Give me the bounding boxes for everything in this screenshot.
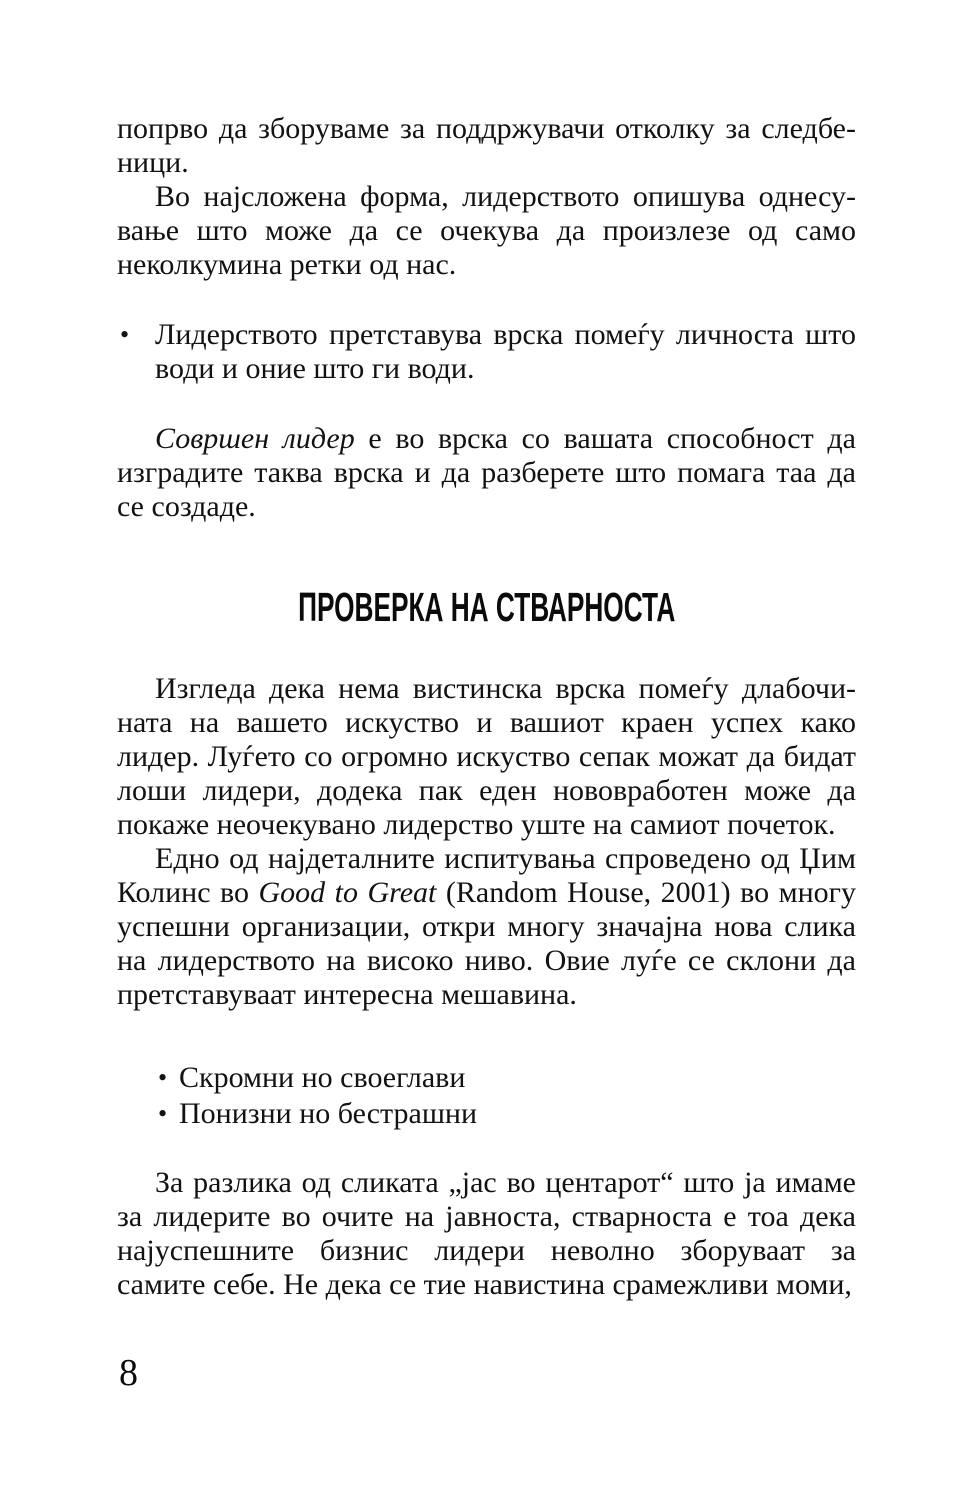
paragraph: За разлика од сликата „јас во центарот“ што ја имаме за лидерите во очите на јавноста, стварноста е тоа дека најуспешните бизнис лидери неволно зборуваат за самите себе. Не дека се тие навистина срамежливи моми, xyxy=(117,1166,856,1301)
italic-book-title: Good to Great xyxy=(258,876,437,909)
italic-phrase: Совршен лидер xyxy=(155,422,355,455)
paragraph xyxy=(117,422,856,524)
bullet-text: Понизни но бестрашни xyxy=(179,1097,478,1130)
paragraph xyxy=(117,842,856,1012)
paragraph-text: Едно од најдеталните испитувања спроведено од Џим Колинс во xyxy=(117,842,856,909)
bullet-text: Лидерството претставува врска помеѓу личноста што води и оние што ги води. xyxy=(155,318,856,385)
paragraph-continuation: попрво да зборуваме за поддржувачи отколку за следбе-ници. xyxy=(117,112,856,179)
bullet-item xyxy=(117,318,856,386)
paragraph-text: (Random House, 2001) во многу успешни организации, откри многу значајна нова слика на лидерството на високо ниво. Овие луѓе се склони да претставуваат интересна мешавина. xyxy=(117,876,856,1011)
paragraph: Во најсложена форма, лидерството опишува однесу-вање што може да се очекува да произлезе од само неколкумина ретки од нас. xyxy=(117,180,856,281)
bullet-item xyxy=(117,1060,856,1096)
page-content xyxy=(117,112,856,1302)
paragraph-text: е во врска со вашата способност да изградите таква врска и да разберете што помага таа да се создаде. xyxy=(117,422,856,523)
page-number: 8 xyxy=(119,1352,138,1394)
bullet-icon: • xyxy=(158,1063,168,1092)
bullet-list xyxy=(117,1060,856,1132)
section-heading xyxy=(117,584,856,630)
bullet-text: Скромни но своеглави xyxy=(179,1061,466,1094)
bullet-icon: • xyxy=(158,1099,168,1128)
bullet-item xyxy=(117,1096,856,1132)
section-heading-text: ПРОВЕРКА НА СТВАРНОСТА xyxy=(297,584,676,630)
bullet-icon: • xyxy=(120,320,130,349)
paragraph: Изгледа дека нема вистинска врска помеѓу длабочи-ната на вашето искуство и вашиот краен успех како лидер. Луѓето со огромно искуство сепак можат да бидат лоши лидери, додека пак еден нововработен може да покаже неочекувано лидерство уште на самиот почеток. xyxy=(117,672,856,841)
